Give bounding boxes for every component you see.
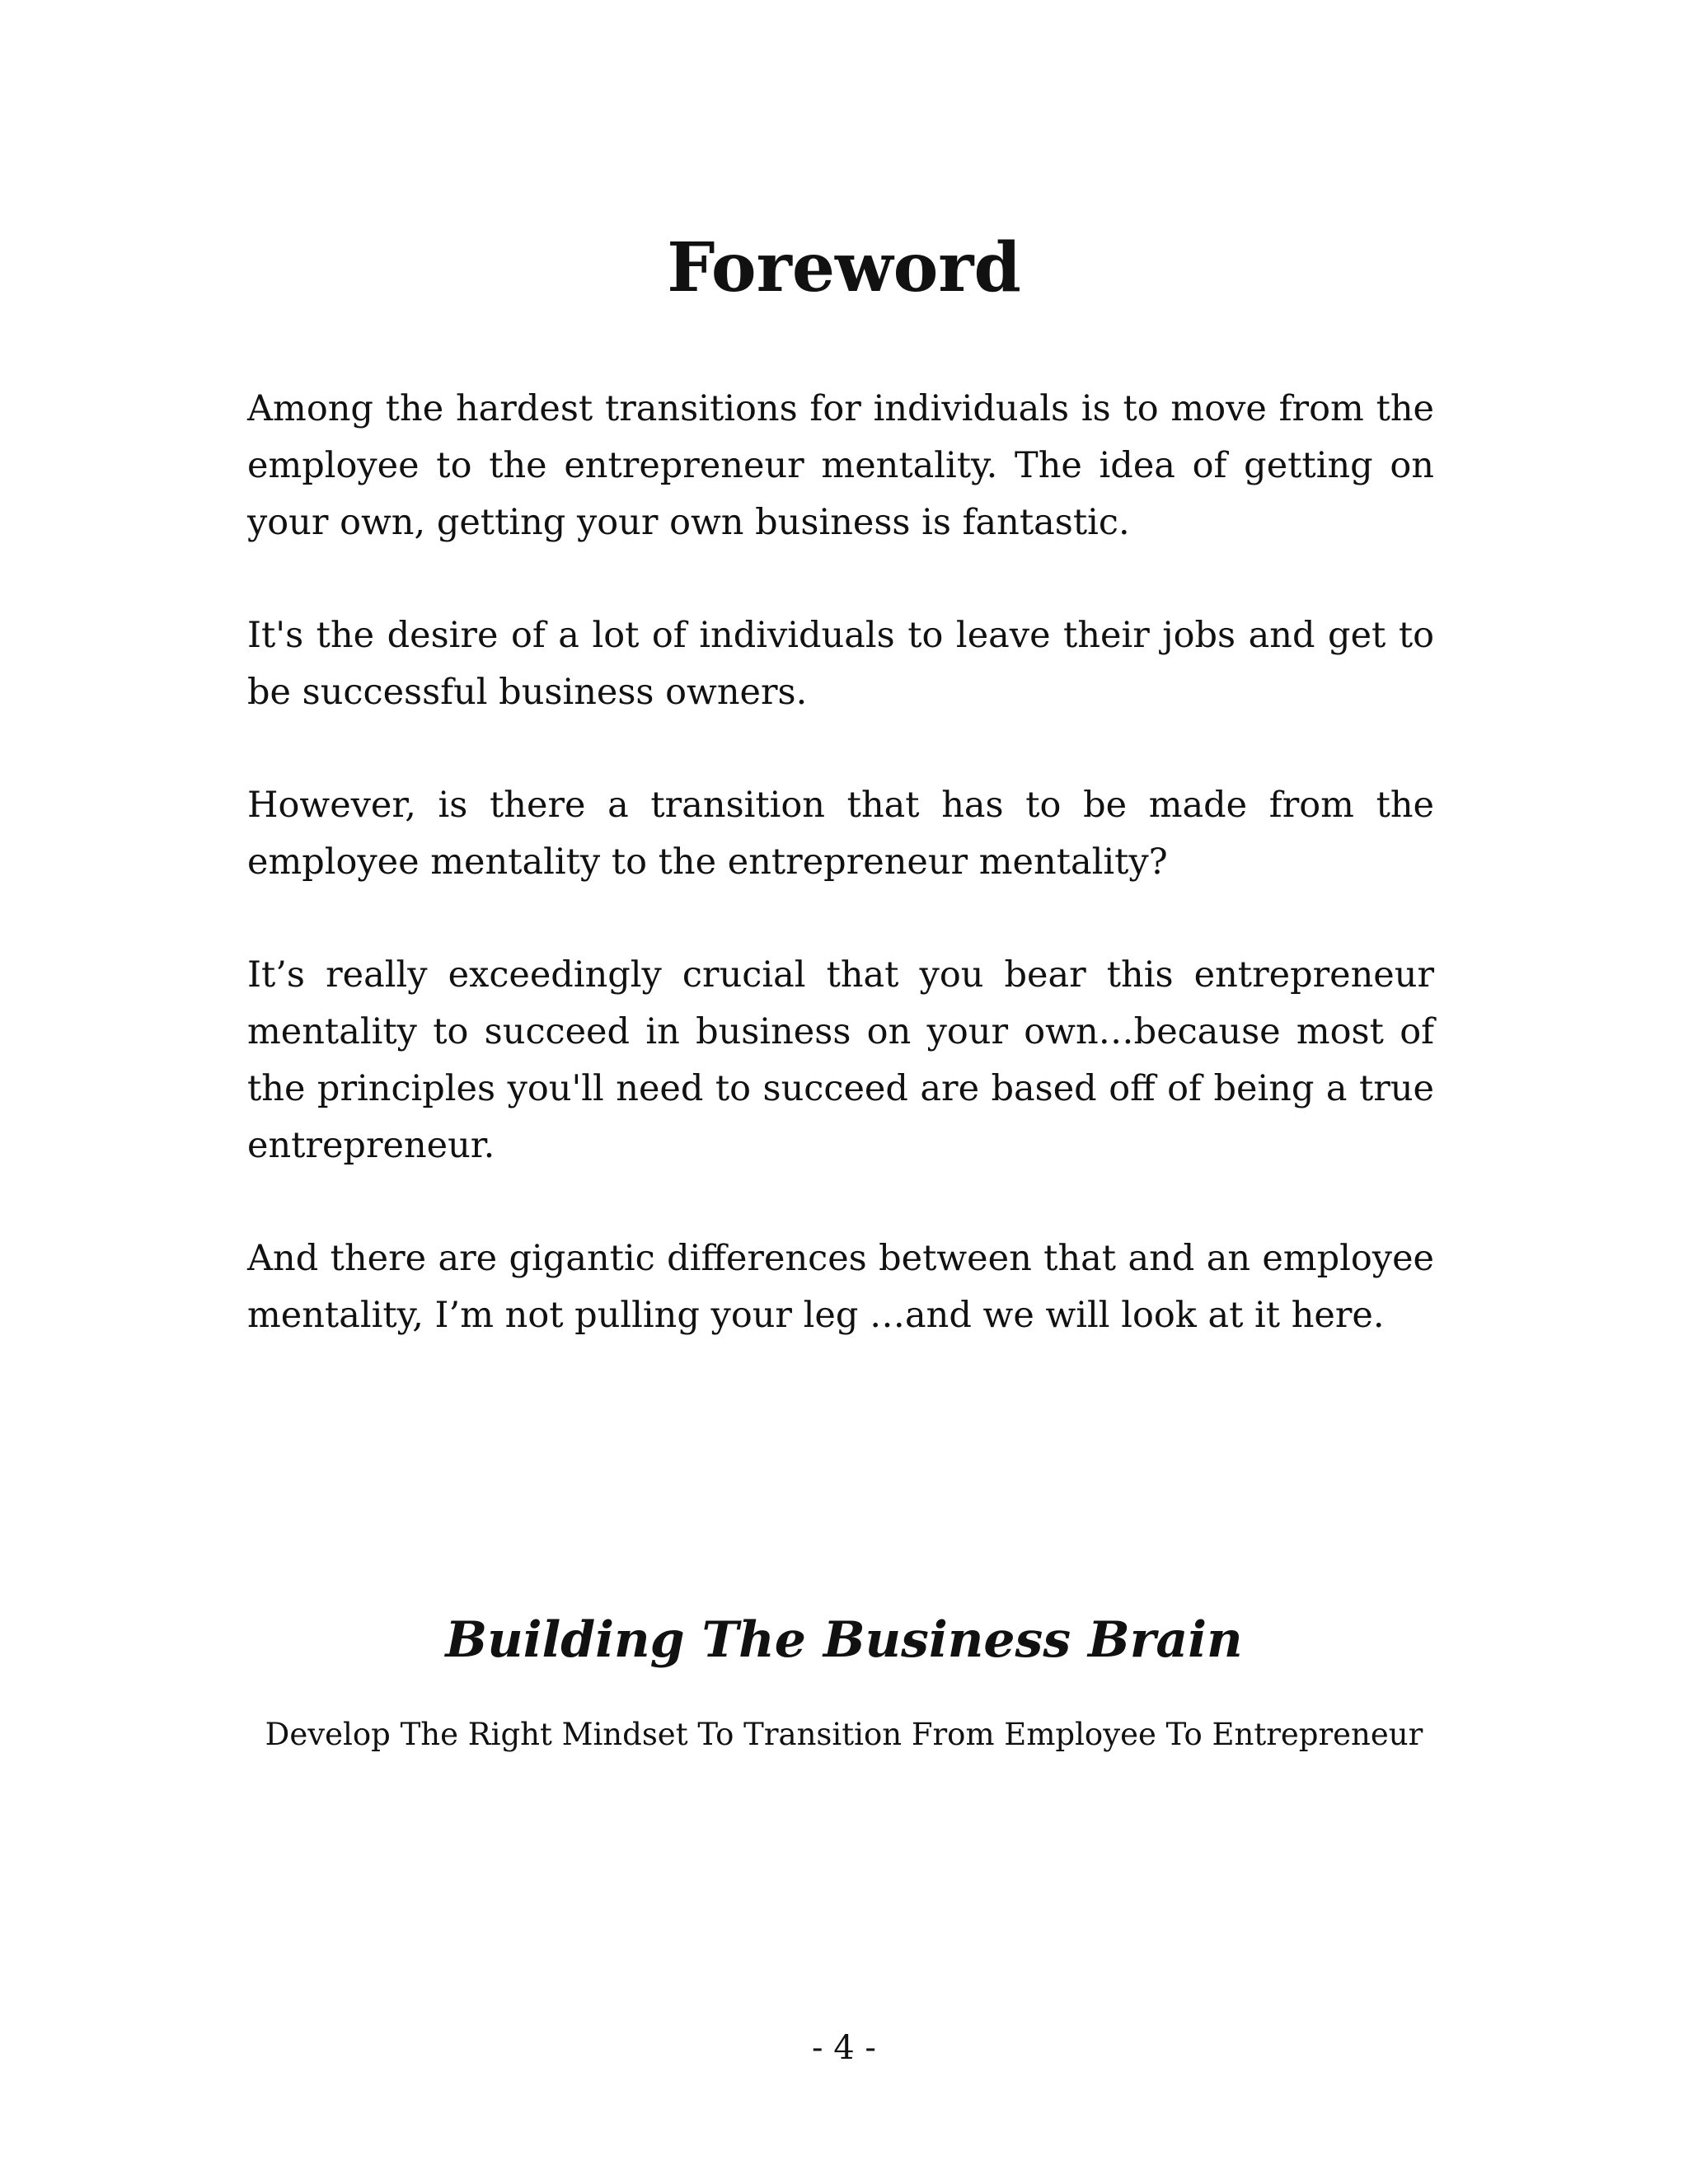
page-title: Foreword: [667, 228, 1021, 307]
paragraph-5: And there are gigantic differences between that and an employee mentality, I’m not pulling your leg …and we will look at it here.: [247, 1238, 1434, 1336]
foreword-body: [247, 381, 1434, 1400]
book-title: Building The Business Brain: [445, 1611, 1243, 1669]
page-number: - 4 -: [812, 2029, 876, 2067]
book-subtitle: Develop The Right Mindset To Transition From Employee To Entrepreneur: [265, 1717, 1423, 1752]
paragraph-4: It’s really exceedingly crucial that you bear this entrepreneur mentality to succeed in business on your own…because most of the principles you'll need to succeed are based off of being a true entrepreneur.: [247, 954, 1434, 1166]
paragraph-2: It's the desire of a lot of individuals to leave their jobs and get to be successful business owners.: [247, 615, 1434, 713]
paragraph-1: Among the hardest transitions for individuals is to move from the employee to the entrepreneur mentality. The idea of getting on your own, getting your own business is fantastic.: [247, 388, 1434, 543]
paragraph-3: However, is there a transition that has to be made from the employee mentality to the entrepreneur mentality?: [247, 785, 1434, 883]
